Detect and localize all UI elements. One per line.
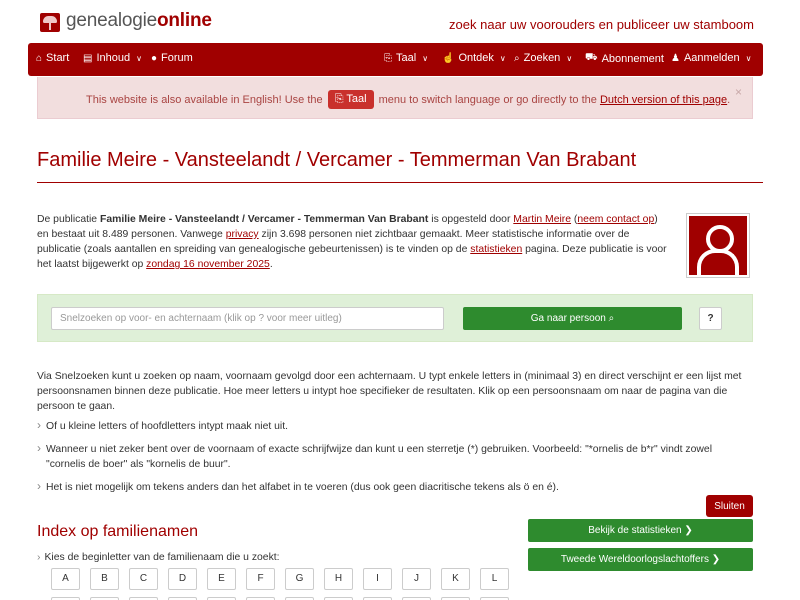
updated-date-link[interactable]: zondag 16 november 2025 bbox=[146, 259, 270, 270]
chevron-down-icon: ∨ bbox=[422, 53, 429, 63]
dutch-version-link[interactable]: Dutch version of this page bbox=[599, 94, 728, 106]
statistics-button[interactable]: Bekijk de statistieken ❯ bbox=[528, 519, 753, 542]
quick-search-input[interactable] bbox=[51, 307, 444, 330]
index-title: Index op familienamen bbox=[37, 523, 198, 540]
list-item: › Of u kleine letters of hoofdletters intypt maak niet uit. bbox=[37, 419, 753, 434]
letter-button[interactable]: E bbox=[207, 568, 236, 590]
letter-button[interactable]: L bbox=[480, 568, 509, 590]
index-instruction: › Kies de beginletter van de familienaam die u zoekt: bbox=[37, 552, 280, 563]
close-help-button[interactable]: Sluiten bbox=[706, 495, 753, 517]
privacy-link[interactable]: privacy bbox=[225, 229, 259, 240]
logo-text[interactable]: genealogieonline bbox=[66, 10, 212, 31]
search-icon: ⌕ bbox=[514, 52, 520, 64]
chevron-down-icon: ∨ bbox=[566, 53, 573, 63]
chevron-down-icon: ∨ bbox=[745, 53, 752, 63]
chevron-circle-right-icon: ❯ bbox=[684, 525, 693, 536]
logo-icon[interactable] bbox=[40, 13, 60, 32]
publication-name: Familie Meire - Vansteelandt / Vercamer - Temmerman Van Brabant bbox=[99, 214, 429, 225]
nav-inhoud[interactable]: ▤ Inhoud ∨ bbox=[83, 52, 142, 64]
alert-taal-button[interactable]: ⎘ Taal bbox=[328, 90, 374, 109]
letter-button[interactable]: G bbox=[285, 568, 314, 590]
contact-link[interactable]: neem contact op bbox=[577, 214, 655, 225]
chevron-down-icon: ∨ bbox=[136, 53, 142, 63]
statistics-link[interactable]: statistieken bbox=[470, 244, 523, 255]
letter-button[interactable]: J bbox=[402, 568, 431, 590]
letter-button[interactable]: B bbox=[90, 568, 119, 590]
avatar[interactable] bbox=[686, 213, 750, 278]
letter-button[interactable]: D bbox=[168, 568, 197, 590]
nav-forum[interactable]: ● Forum bbox=[151, 52, 193, 64]
close-icon[interactable]: × bbox=[734, 85, 742, 99]
language-icon: ⎘ bbox=[384, 52, 392, 64]
search-tips-list bbox=[37, 419, 753, 503]
letter-button[interactable]: C bbox=[129, 568, 158, 590]
tagline: zoek naar uw voorouders en publiceer uw stamboom bbox=[449, 17, 754, 32]
letter-button[interactable]: A bbox=[51, 568, 80, 590]
page-title: Familie Meire - Vansteelandt / Vercamer - Temmerman Van Brabant bbox=[37, 149, 637, 171]
publication-intro: De publicatie Familie Meire - Vansteelandt / Vercamer - Temmerman Van Brabant is opgesteld door Martin Meire (neem contact op) en bestaat uit 8.489 personen. Vanwege privacy zijn 3.698 personen niet zichtbaar gemaakt. Meer statistische informatie over de publicatie (zoals aantallen en spreiding van genealogische gebeurtenissen) is te vinden op de statistieken pagina. Deze publicatie is voor het laatst bijgewerkt op zondag 16 november 2025. bbox=[37, 214, 667, 270]
divider bbox=[37, 182, 763, 183]
nav-zoeken[interactable]: ⌕ Zoeken ∨ bbox=[514, 52, 573, 64]
list-item: › Het is niet mogelijk om tekens anders dan het alfabet in te voeren (dus ook geen diacritische tekens als ö en é). bbox=[37, 480, 753, 495]
letter-index bbox=[51, 568, 509, 590]
help-button[interactable]: ? bbox=[699, 307, 722, 330]
chevron-circle-right-icon: ❯ bbox=[711, 554, 721, 565]
cart-icon: ⛟ bbox=[585, 52, 598, 63]
nav-taal[interactable]: ⎘ Taal ∨ bbox=[384, 52, 429, 64]
nav-abonnement[interactable]: ⛟ Abonnement bbox=[585, 52, 664, 65]
search-help-text: Via Snelzoeken kunt u zoeken op naam, voornaam gevolgd door een achternaam. U typt enkele letters in (minimaal 3) en direct verschijnt er een lijst met persoonsnamen binnen deze publicatie. Hoe meer letters u intypt hoe specifieker de resultaten. Klik op een persoonsnaam om naar de pagina van die persoon te gaan. bbox=[37, 371, 742, 412]
home-icon: ⌂ bbox=[36, 52, 43, 64]
letter-button[interactable]: K bbox=[441, 568, 470, 590]
user-icon bbox=[689, 216, 747, 275]
user-icon: ♟ bbox=[671, 52, 680, 64]
nav-ontdek[interactable]: ☝ Ontdek ∨ bbox=[442, 52, 506, 64]
thumbs-up-icon: ☝ bbox=[442, 52, 455, 64]
quick-search-panel bbox=[37, 294, 753, 342]
chevron-down-icon: ∨ bbox=[499, 53, 506, 63]
main-navbar bbox=[28, 43, 763, 76]
book-icon: ▤ bbox=[83, 52, 93, 64]
alert-text: This website is also available in English! Use the ⎘ Taal menu to switch language or go directly to the Dutch version of this page. bbox=[86, 91, 730, 110]
ww2-victims-button[interactable]: Tweede Wereldoorlogslachtoffers ❯ bbox=[528, 548, 753, 571]
language-alert bbox=[37, 77, 753, 119]
search-icon: ⌕ bbox=[608, 313, 615, 324]
letter-button[interactable]: H bbox=[324, 568, 353, 590]
letter-button[interactable]: F bbox=[246, 568, 275, 590]
comments-icon: ● bbox=[151, 52, 158, 64]
nav-aanmelden[interactable]: ♟ Aanmelden ∨ bbox=[671, 52, 752, 64]
list-item: › Wanneer u niet zeker bent over de voornaam of exacte schrijfwijze dan kunt u een sterretje (*) gebruiken. Voorbeeld: "*ornelis de b*r" vindt zowel "cornelis de boer" als "kornelis de buur". bbox=[37, 442, 753, 472]
nav-start[interactable]: ⌂ Start bbox=[36, 52, 70, 64]
go-to-person-button[interactable]: Ga naar persoon ⌕ bbox=[463, 307, 682, 330]
letter-button[interactable]: I bbox=[363, 568, 392, 590]
author-link[interactable]: Martin Meire bbox=[513, 214, 572, 225]
